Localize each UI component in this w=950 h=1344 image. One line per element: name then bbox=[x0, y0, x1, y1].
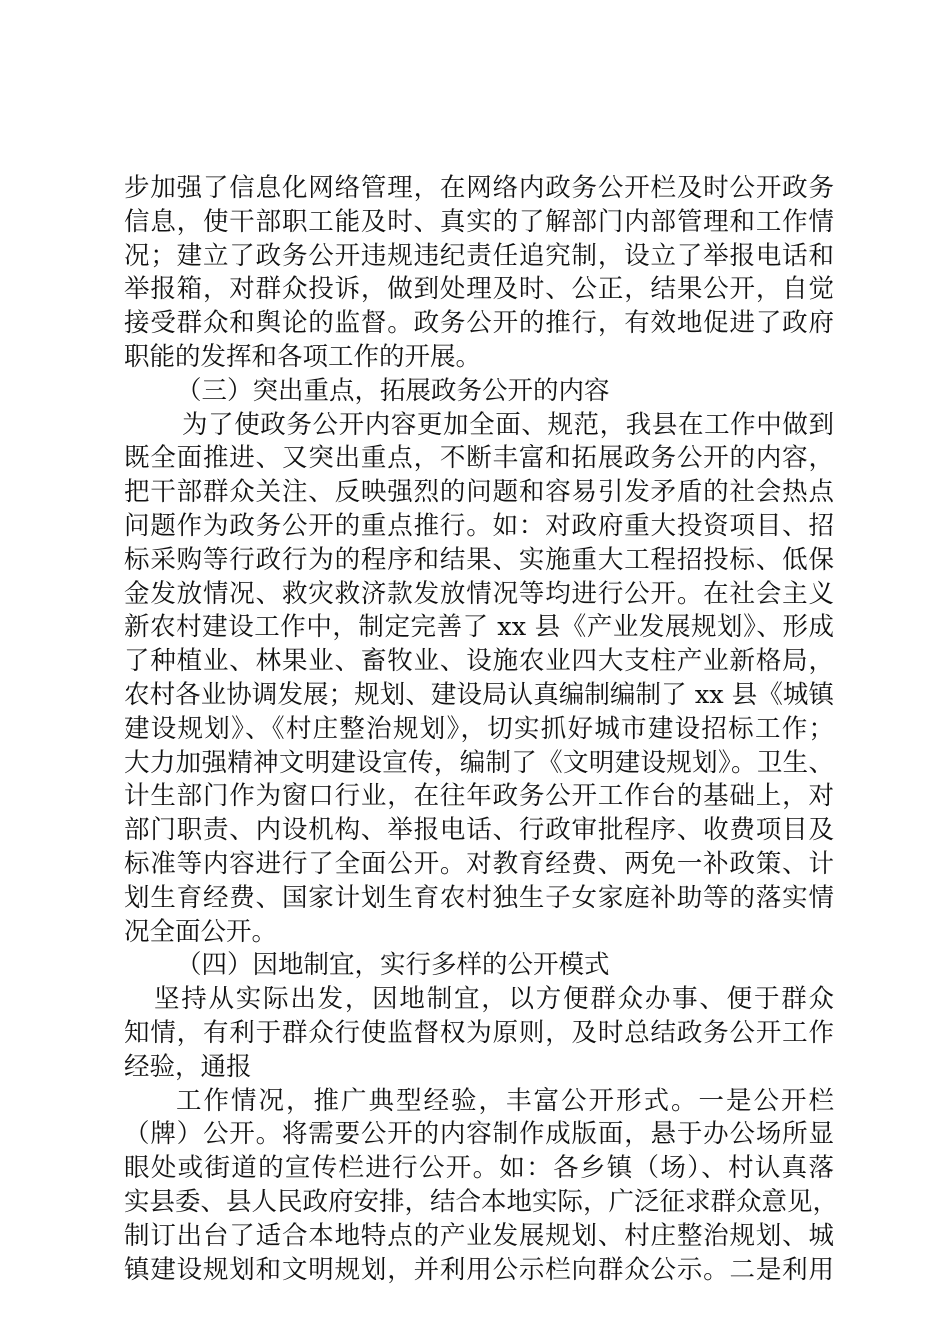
text-line: 制订出台了适合本地特点的产业发展规划、村庄整治规划、城 bbox=[124, 1220, 834, 1251]
text-line: 况全面公开。 bbox=[124, 916, 278, 947]
text-line: 既全面推进、又突出重点，不断丰富和拓展政务公开的内容， bbox=[124, 443, 834, 474]
text-line: 大力加强精神文明建设宣传，编制了《文明建设规划》。卫生、 bbox=[124, 747, 834, 778]
section-heading: （四）因地制宜，实行多样的公开模式 bbox=[176, 950, 610, 981]
text-line: 问题作为政务公开的重点推行。如：对政府重大投资项目、招 bbox=[124, 510, 834, 541]
text-line: 坚持从实际出发，因地制宜，以方便群众办事、便于群众 bbox=[154, 984, 834, 1015]
text-line: 标采购等行政行为的程序和结果、实施重大工程招投标、低保 bbox=[124, 544, 834, 575]
text-line: 划生育经费、国家计划生育农村独生子女家庭补助等的落实情 bbox=[124, 882, 834, 913]
text-line: 况；建立了政务公开违规违纪责任追究制，设立了举报电话和 bbox=[124, 240, 834, 271]
text-line: 接受群众和舆论的监督。政务公开的推行，有效地促进了政府 bbox=[124, 308, 834, 339]
text-line: 建设规划》、《村庄整治规划》，切实抓好城市建设招标工作； bbox=[124, 713, 834, 744]
text-line: 金发放情况、救灾救济款发放情况等均进行公开。在社会主义 bbox=[124, 578, 834, 609]
text-line: 工作情况，推广典型经验，丰富公开形式。一是公开栏 bbox=[176, 1085, 834, 1116]
text-line: 实县委、县人民政府安排，结合本地实际，广泛征求群众意见， bbox=[124, 1186, 839, 1217]
text-line: 步加强了信息化网络管理，在网络内政务公开栏及时公开政务 bbox=[124, 173, 834, 203]
body-text bbox=[124, 172, 839, 1287]
text-line: 农村各业协调发展；规划、建设局认真编制编制了 xx 县《城镇 bbox=[124, 679, 834, 710]
text-line: 镇建设规划和文明规划，并利用公示栏向群众公示。二是利用 bbox=[124, 1254, 834, 1285]
text-line: 眼处或街道的宣传栏进行公开。如：各乡镇（场）、村认真落 bbox=[124, 1153, 834, 1184]
text-line: 举报箱，对群众投诉，做到处理及时、公正，结果公开，自觉 bbox=[124, 274, 834, 305]
text-line: 了种植业、林果业、畜牧业、设施农业四大支柱产业新格局， bbox=[124, 646, 834, 677]
text-line: （牌）公开。将需要公开的内容制作成版面，悬于办公场所显 bbox=[124, 1119, 834, 1150]
text-line: 部门职责、内设机构、举报电话、行政审批程序、收费项目及 bbox=[124, 815, 834, 846]
text-line: 职能的发挥和各项工作的开展。 bbox=[124, 341, 482, 372]
text-line: 标准等内容进行了全面公开。对教育经费、两免一补政策、计 bbox=[124, 848, 834, 879]
text-line: 经验，通报 bbox=[124, 1051, 252, 1082]
text-line: 计生部门作为窗口行业，在往年政务公开工作台的基础上，对 bbox=[124, 781, 834, 812]
text-line: 知情，有利于群众行使监督权为原则，及时总结政务公开工作 bbox=[124, 1017, 834, 1048]
text-line: 把干部群众关注、反映强烈的问题和容易引发矛盾的社会热点 bbox=[124, 477, 834, 508]
text-line: 信息，使干部职工能及时、真实的了解部门内部管理和工作情 bbox=[124, 206, 834, 237]
text-line: 新农村建设工作中，制定完善了 xx 县《产业发展规划》、形成 bbox=[124, 612, 834, 643]
text-line: 为了使政务公开内容更加全面、规范，我县在工作中做到 bbox=[182, 409, 834, 440]
section-heading: （三）突出重点，拓展政务公开的内容 bbox=[176, 375, 610, 406]
